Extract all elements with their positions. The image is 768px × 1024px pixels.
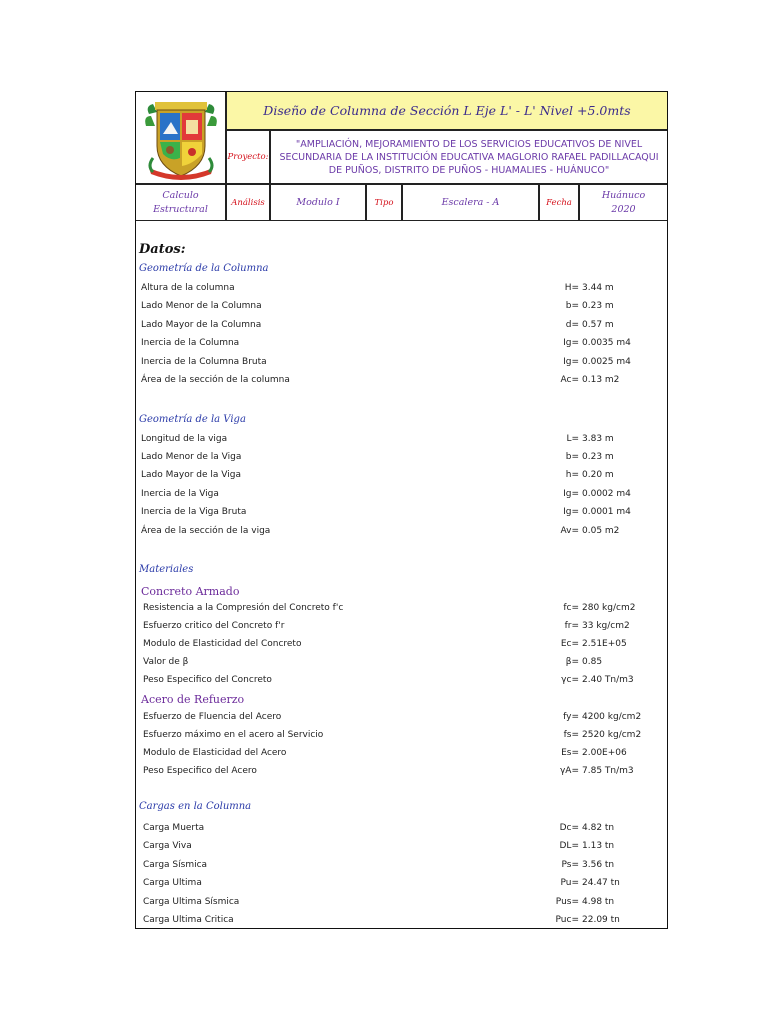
row-label: Lado Menor de la Columna bbox=[141, 301, 262, 311]
row-value: 280 kg/cm2 bbox=[582, 603, 636, 613]
row-value: 33 kg/cm2 bbox=[582, 621, 630, 631]
row-value: 0.0002 m4 bbox=[582, 489, 631, 499]
row-symbol: d= bbox=[565, 320, 579, 330]
calculation-sheet bbox=[135, 91, 668, 929]
row-label: Altura de la columna bbox=[141, 283, 235, 293]
row-label: Área de la sección de la viga bbox=[141, 526, 271, 536]
row-symbol: b= bbox=[565, 452, 579, 462]
row-value: 3.44 m bbox=[582, 283, 614, 293]
calculo-line2: Estructural bbox=[153, 203, 208, 215]
row-label: Inercia de la Columna Bruta bbox=[141, 357, 267, 367]
row-symbol: Pu= bbox=[560, 878, 579, 888]
acero-title: Acero de Refuerzo bbox=[141, 693, 245, 706]
row-value: 24.47 tn bbox=[582, 878, 620, 888]
row-symbol: L= bbox=[566, 434, 579, 444]
row-symbol: fy= bbox=[563, 712, 579, 722]
row-value: 0.85 bbox=[582, 657, 603, 667]
row-label: Lado Mayor de la Viga bbox=[141, 470, 241, 480]
row-label: Inercia de la Columna bbox=[141, 338, 240, 348]
proyecto-value: "AMPLIACIÓN, MEJORAMIENTO DE LOS SERVICIOS EDUCATIVOS DE NIVEL SECUNDARIA DE LA INSTITUCIÓN EDUCATIVA MAGLORIO RAFAEL PADILLACAQUI DE PUÑOS, DISTRITO DE PUÑOS - HUAMALIES - HUÁNUCO" bbox=[270, 130, 667, 184]
row-value: 4.98 tn bbox=[582, 897, 615, 907]
row-label: Lado Menor de la Viga bbox=[141, 452, 242, 462]
row-symbol: fr= bbox=[564, 621, 579, 631]
row-label: Longitud de la viga bbox=[141, 434, 228, 444]
row-value: 2520 kg/cm2 bbox=[582, 730, 642, 740]
row-label: Carga Viva bbox=[143, 841, 192, 851]
row-value: 4200 kg/cm2 bbox=[582, 712, 642, 722]
row-value: 7.85 Tn/m3 bbox=[582, 766, 634, 776]
row-value: 0.05 m2 bbox=[582, 526, 620, 536]
fecha-value-cell bbox=[579, 184, 667, 221]
section-cargas-title: Cargas en la Columna bbox=[139, 801, 252, 812]
row-value: 0.20 m bbox=[582, 470, 614, 480]
row-symbol: Dc= bbox=[559, 823, 579, 833]
row-label: Modulo de Elasticidad del Acero bbox=[143, 748, 287, 758]
ciudad-value: Huánuco bbox=[601, 189, 646, 201]
row-value: 0.23 m bbox=[582, 452, 614, 462]
row-label: Carga Ultima Sísmica bbox=[143, 897, 240, 907]
calculo-line1: Calculo bbox=[162, 189, 199, 201]
row-symbol: β= bbox=[565, 657, 579, 667]
row-symbol: Ig= bbox=[563, 338, 579, 348]
row-value: 2.51E+05 bbox=[582, 639, 627, 649]
row-label: Esfuerzo critico del Concreto f'r bbox=[143, 621, 285, 631]
row-symbol: H= bbox=[564, 283, 579, 293]
row-symbol: Puc= bbox=[555, 915, 579, 925]
row-symbol: DL= bbox=[559, 841, 579, 851]
anio-value: 2020 bbox=[611, 203, 636, 215]
row-value: 0.0025 m4 bbox=[582, 357, 631, 367]
row-label: Peso Especifico del Concreto bbox=[143, 675, 272, 685]
row-symbol: h= bbox=[565, 470, 579, 480]
escalera-value: Escalera - A bbox=[402, 184, 539, 221]
row-symbol: Es= bbox=[561, 748, 579, 758]
row-symbol: Ig= bbox=[563, 507, 579, 517]
row-symbol: Ec= bbox=[560, 639, 579, 649]
row-symbol: Ig= bbox=[563, 489, 579, 499]
row-label: Esfuerzo máximo en el acero al Servicio bbox=[143, 730, 324, 740]
row-label: Carga Muerta bbox=[143, 823, 205, 833]
row-label: Valor de β bbox=[143, 657, 189, 667]
fecha-label: Fecha bbox=[539, 184, 579, 221]
coat-of-arms-icon bbox=[141, 96, 221, 180]
calculo-estructural-cell bbox=[136, 184, 226, 221]
section-materiales-title: Materiales bbox=[139, 564, 194, 575]
datos-title: Datos: bbox=[139, 242, 186, 257]
row-label: Carga Ultima Critica bbox=[143, 915, 234, 925]
row-symbol: γA= bbox=[559, 766, 579, 776]
proyecto-label: Proyecto: bbox=[226, 130, 270, 184]
row-value: 0.13 m2 bbox=[582, 375, 620, 385]
row-label: Esfuerzo de Fluencia del Acero bbox=[143, 712, 282, 722]
row-value: 0.23 m bbox=[582, 301, 614, 311]
row-label: Peso Especifico del Acero bbox=[143, 766, 257, 776]
row-label: Lado Mayor de la Columna bbox=[141, 320, 262, 330]
logo-cell bbox=[136, 92, 226, 184]
row-value: 4.82 tn bbox=[582, 823, 615, 833]
row-value: 0.0001 m4 bbox=[582, 507, 631, 517]
concreto-title: Concreto Armado bbox=[141, 585, 240, 598]
row-label: Área de la sección de la columna bbox=[141, 375, 290, 385]
section-columna-title: Geometría de la Columna bbox=[139, 263, 269, 274]
document-title: Diseño de Columna de Sección L Eje L' - L' Nivel +5.0mts bbox=[226, 92, 667, 130]
row-value: 0.57 m bbox=[582, 320, 614, 330]
row-value: 0.0035 m4 bbox=[582, 338, 631, 348]
row-label: Modulo de Elasticidad del Concreto bbox=[143, 639, 302, 649]
row-symbol: Ig= bbox=[563, 357, 579, 367]
row-symbol: Av= bbox=[560, 526, 579, 536]
row-symbol: γc= bbox=[561, 675, 579, 685]
row-value: 3.83 m bbox=[582, 434, 614, 444]
row-label: Inercia de la Viga bbox=[141, 489, 219, 499]
row-value: 22.09 tn bbox=[582, 915, 620, 925]
modulo-value: Modulo I bbox=[270, 184, 366, 221]
row-value: 1.13 tn bbox=[582, 841, 615, 851]
row-value: 2.40 Tn/m3 bbox=[582, 675, 634, 685]
tipo-label: Tipo bbox=[366, 184, 402, 221]
row-label: Carga Sísmica bbox=[143, 860, 208, 870]
row-symbol: fc= bbox=[563, 603, 579, 613]
row-label: Carga Ultima bbox=[143, 878, 202, 888]
row-label: Resistencia a la Compresión del Concreto f'c bbox=[143, 603, 344, 613]
row-label: Inercia de la Viga Bruta bbox=[141, 507, 247, 517]
row-symbol: Ac= bbox=[560, 375, 579, 385]
row-value: 3.56 tn bbox=[582, 860, 615, 870]
row-symbol: Ps= bbox=[561, 860, 579, 870]
row-symbol: fs= bbox=[563, 730, 579, 740]
analisis-label: Análisis bbox=[226, 184, 270, 221]
row-symbol: Pus= bbox=[555, 897, 579, 907]
section-viga-title: Geometría de la Viga bbox=[139, 414, 246, 425]
row-value: 2.00E+06 bbox=[582, 748, 627, 758]
row-symbol: b= bbox=[565, 301, 579, 311]
